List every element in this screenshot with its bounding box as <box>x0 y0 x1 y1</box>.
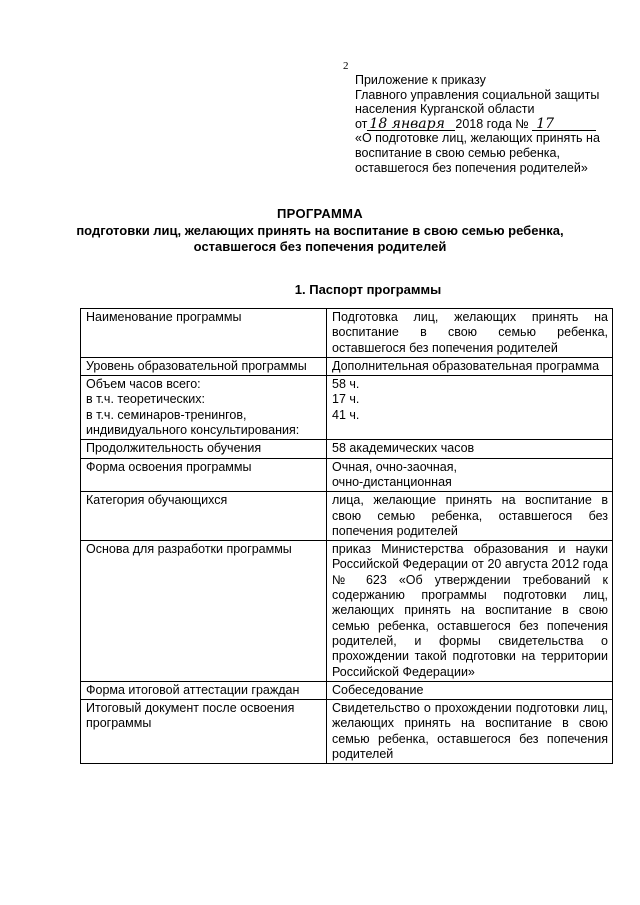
row-value <box>327 458 613 492</box>
row-label <box>81 700 327 764</box>
program-passport-table <box>80 308 613 764</box>
row-value: приказ Министерства образования и науки Российской Федерации от 20 августа 2012 года № 623 «Об утверждении требований к содержанию программы подготовки лиц, желающих принять на воспитание в свою семью ребенка, оставшегося без попечения родителей, и формы свидетельства о прохождении такой подготовки на территории Российской Федерации» <box>327 541 613 682</box>
label-line: в т.ч. теоретических: <box>86 392 205 407</box>
row-value <box>327 376 613 440</box>
table-row <box>81 309 613 358</box>
document-subtitle-2: оставшегося без попечения родителей <box>193 239 447 254</box>
appendix-header <box>355 73 615 175</box>
date-prefix: от <box>355 116 368 131</box>
row-label: Уровень образовательной программы <box>81 357 327 375</box>
document-subtitle-1: подготовки лиц, желающих принять на воспитание в свою семью ребенка, <box>76 223 564 238</box>
value-line: 17 ч. <box>332 392 360 407</box>
row-value: 58 академических часов <box>327 440 613 458</box>
table-row <box>81 700 613 764</box>
table-row <box>81 357 613 375</box>
handwritten-date: 18 января <box>367 118 455 131</box>
label-line: Итоговый документ после освоения <box>86 701 295 716</box>
handwritten-number: 17 <box>532 118 596 131</box>
value-line: очно-дистанционная <box>332 474 452 489</box>
row-value: лица, желающие принять на воспитание в свою семью ребенка, оставшегося без попечения родителей <box>327 492 613 541</box>
date-suffix: 2018 года № <box>455 116 529 131</box>
appendix-subject-3: оставшегося без попечения родителей» <box>355 160 588 175</box>
row-label: Форма итоговой аттестации граждан <box>81 681 327 699</box>
row-label: Категория обучающихся <box>81 492 327 541</box>
row-label: Наименование программы <box>81 309 327 358</box>
row-value: Собеседование <box>327 681 613 699</box>
value-line: 41 ч. <box>332 407 360 422</box>
appendix-subject-2: воспитание в свою семью ребенка, <box>355 145 560 160</box>
page-number: 2 <box>343 60 349 72</box>
document-title: ПРОГРАММА <box>277 206 363 221</box>
row-label <box>81 376 327 440</box>
table-row <box>81 681 613 699</box>
appendix-line-1: Приложение к приказу <box>355 73 486 87</box>
row-label: Основа для разработки программы <box>81 541 327 682</box>
row-label: Продолжительность обучения <box>81 440 327 458</box>
row-label: Форма освоения программы <box>81 458 327 492</box>
appendix-line-2: Главного управления социальной защиты <box>355 87 600 102</box>
value-line: Очная, очно-заочная, <box>332 459 457 474</box>
section-title: 1. Паспорт программы <box>294 282 442 297</box>
row-value: Свидетельство о прохождении подготовки лиц, желающих принять на воспитание в свою семью ребенка, оставшегося без попечения родителей <box>327 700 613 764</box>
value-line: 58 ч. <box>332 377 360 392</box>
row-value: Дополнительная образовательная программа <box>327 357 613 375</box>
table-row <box>81 541 613 682</box>
table-row <box>81 376 613 440</box>
appendix-line-3: населения Курганской области <box>355 102 535 117</box>
table-row <box>81 492 613 541</box>
label-line: индивидуального консультирования: <box>86 423 300 438</box>
appendix-subject-1: «О подготовке лиц, желающих принять на <box>355 131 600 146</box>
row-value: Подготовка лиц, желающих принять на воспитание в свою семью ребенка, оставшегося без попечения родителей <box>327 309 613 358</box>
table-row <box>81 458 613 492</box>
label-line: программы <box>86 716 152 731</box>
appendix-date-line <box>355 117 615 132</box>
table-row <box>81 440 613 458</box>
label-line: Объем часов всего: <box>86 377 201 392</box>
label-line: в т.ч. семинаров-тренингов, <box>86 407 247 422</box>
